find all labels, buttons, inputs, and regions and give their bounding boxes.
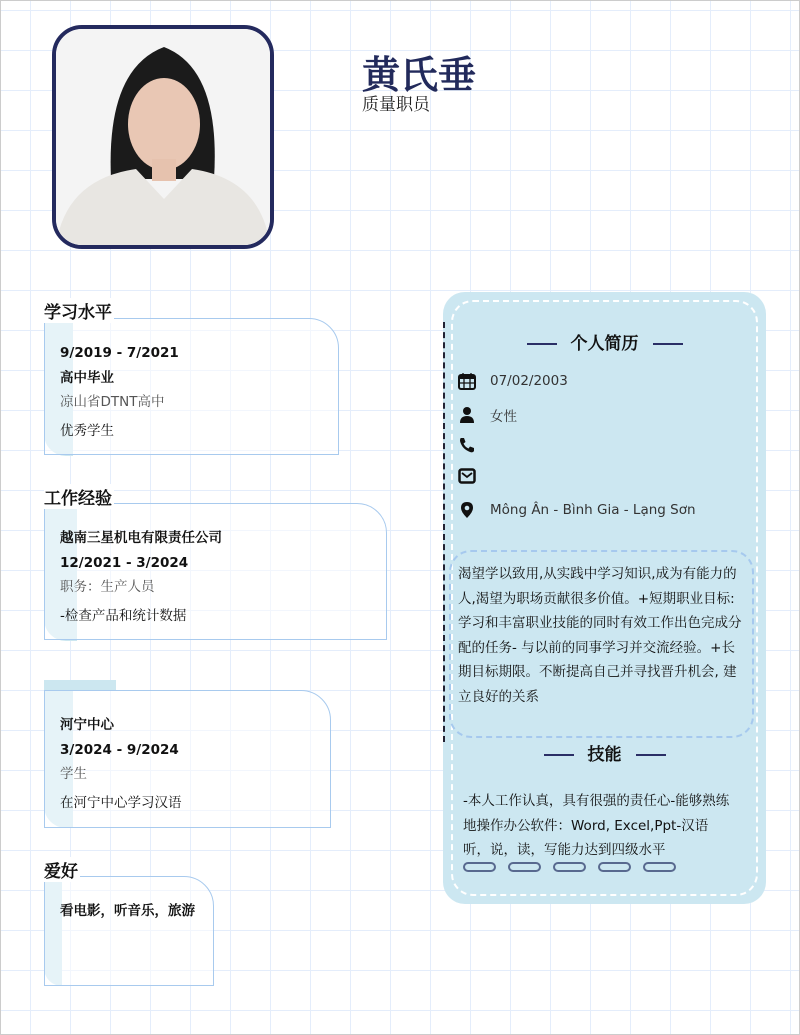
birthday-value: 07/02/2003 xyxy=(490,373,568,389)
hobbies-heading: 爱好 xyxy=(44,857,80,882)
map-pin-icon xyxy=(458,501,476,519)
job-card xyxy=(44,690,331,828)
profile-photo xyxy=(52,25,274,249)
phone-icon xyxy=(458,436,476,454)
skills-heading: 技能 xyxy=(443,740,766,765)
email-icon xyxy=(458,467,476,485)
skill-rating xyxy=(463,862,676,872)
person-photo-icon xyxy=(56,29,270,245)
job-company: 河宁中心 xyxy=(60,717,114,733)
job-description: 在河宁中心学习汉语 xyxy=(60,794,182,811)
accent-tab xyxy=(44,680,116,690)
rating-pill xyxy=(643,862,676,872)
profile-heading: 个人简历 xyxy=(443,329,766,354)
job-description: -检查产品和统计数据 xyxy=(60,607,187,624)
education-school: 凉山省DTNT高中 xyxy=(60,394,165,410)
work-heading: 工作经验 xyxy=(44,484,114,509)
education-card xyxy=(44,318,339,455)
skills-text: -本人工作认真，具有很强的责任心-能够熟练地操作办公软件：Word, Excel,Ppt-汉语听，说，读，写能力达到四级水平 xyxy=(463,793,730,858)
education-heading: 学习水平 xyxy=(44,298,114,323)
job-position: 学生 xyxy=(60,766,87,782)
address-value: Mông Ân - Bình Gia - Lạng Sơn xyxy=(490,502,696,518)
job-position: 职务：生产人员 xyxy=(60,579,155,595)
gender-row xyxy=(458,405,517,425)
birthday-row xyxy=(458,372,568,390)
phone-row xyxy=(458,436,490,454)
rating-pill xyxy=(553,862,586,872)
rating-pill xyxy=(508,862,541,872)
email-row xyxy=(458,467,490,485)
job-title: 质量职员 xyxy=(362,95,430,115)
job-period: 12/2021 - 3/2024 xyxy=(60,554,189,571)
education-degree: 高中毕业 xyxy=(60,369,114,386)
job-card xyxy=(44,503,387,640)
gender-value: 女性 xyxy=(490,409,517,425)
user-icon xyxy=(458,406,476,424)
education-note: 优秀学生 xyxy=(60,422,114,439)
divider xyxy=(443,322,445,742)
job-period: 3/2024 - 9/2024 xyxy=(60,741,179,758)
education-period: 9/2019 - 7/2021 xyxy=(60,345,179,361)
calendar-icon xyxy=(458,372,476,390)
rating-pill xyxy=(598,862,631,872)
profile-panel xyxy=(443,292,766,904)
career-objective: 渴望学以致用,从实践中学习知识,成为有能力的人,渴望为职场贡献很多价值。+短期职业目标:学习和丰富职业技能的同时有效工作出色完成分配的任务- 与以前的同事学习并交流经验。+长期目标期限。不断提高自己并寻找晋升机会, 建立良好的关系 xyxy=(458,566,742,705)
job-company: 越南三星机电有限责任公司 xyxy=(60,530,222,546)
address-row xyxy=(458,501,696,519)
hobbies-card xyxy=(44,876,214,986)
hobbies-text: 看电影，听音乐，旅游 xyxy=(60,903,195,919)
candidate-name: 黄氏垂 xyxy=(362,53,477,97)
rating-pill xyxy=(463,862,496,872)
